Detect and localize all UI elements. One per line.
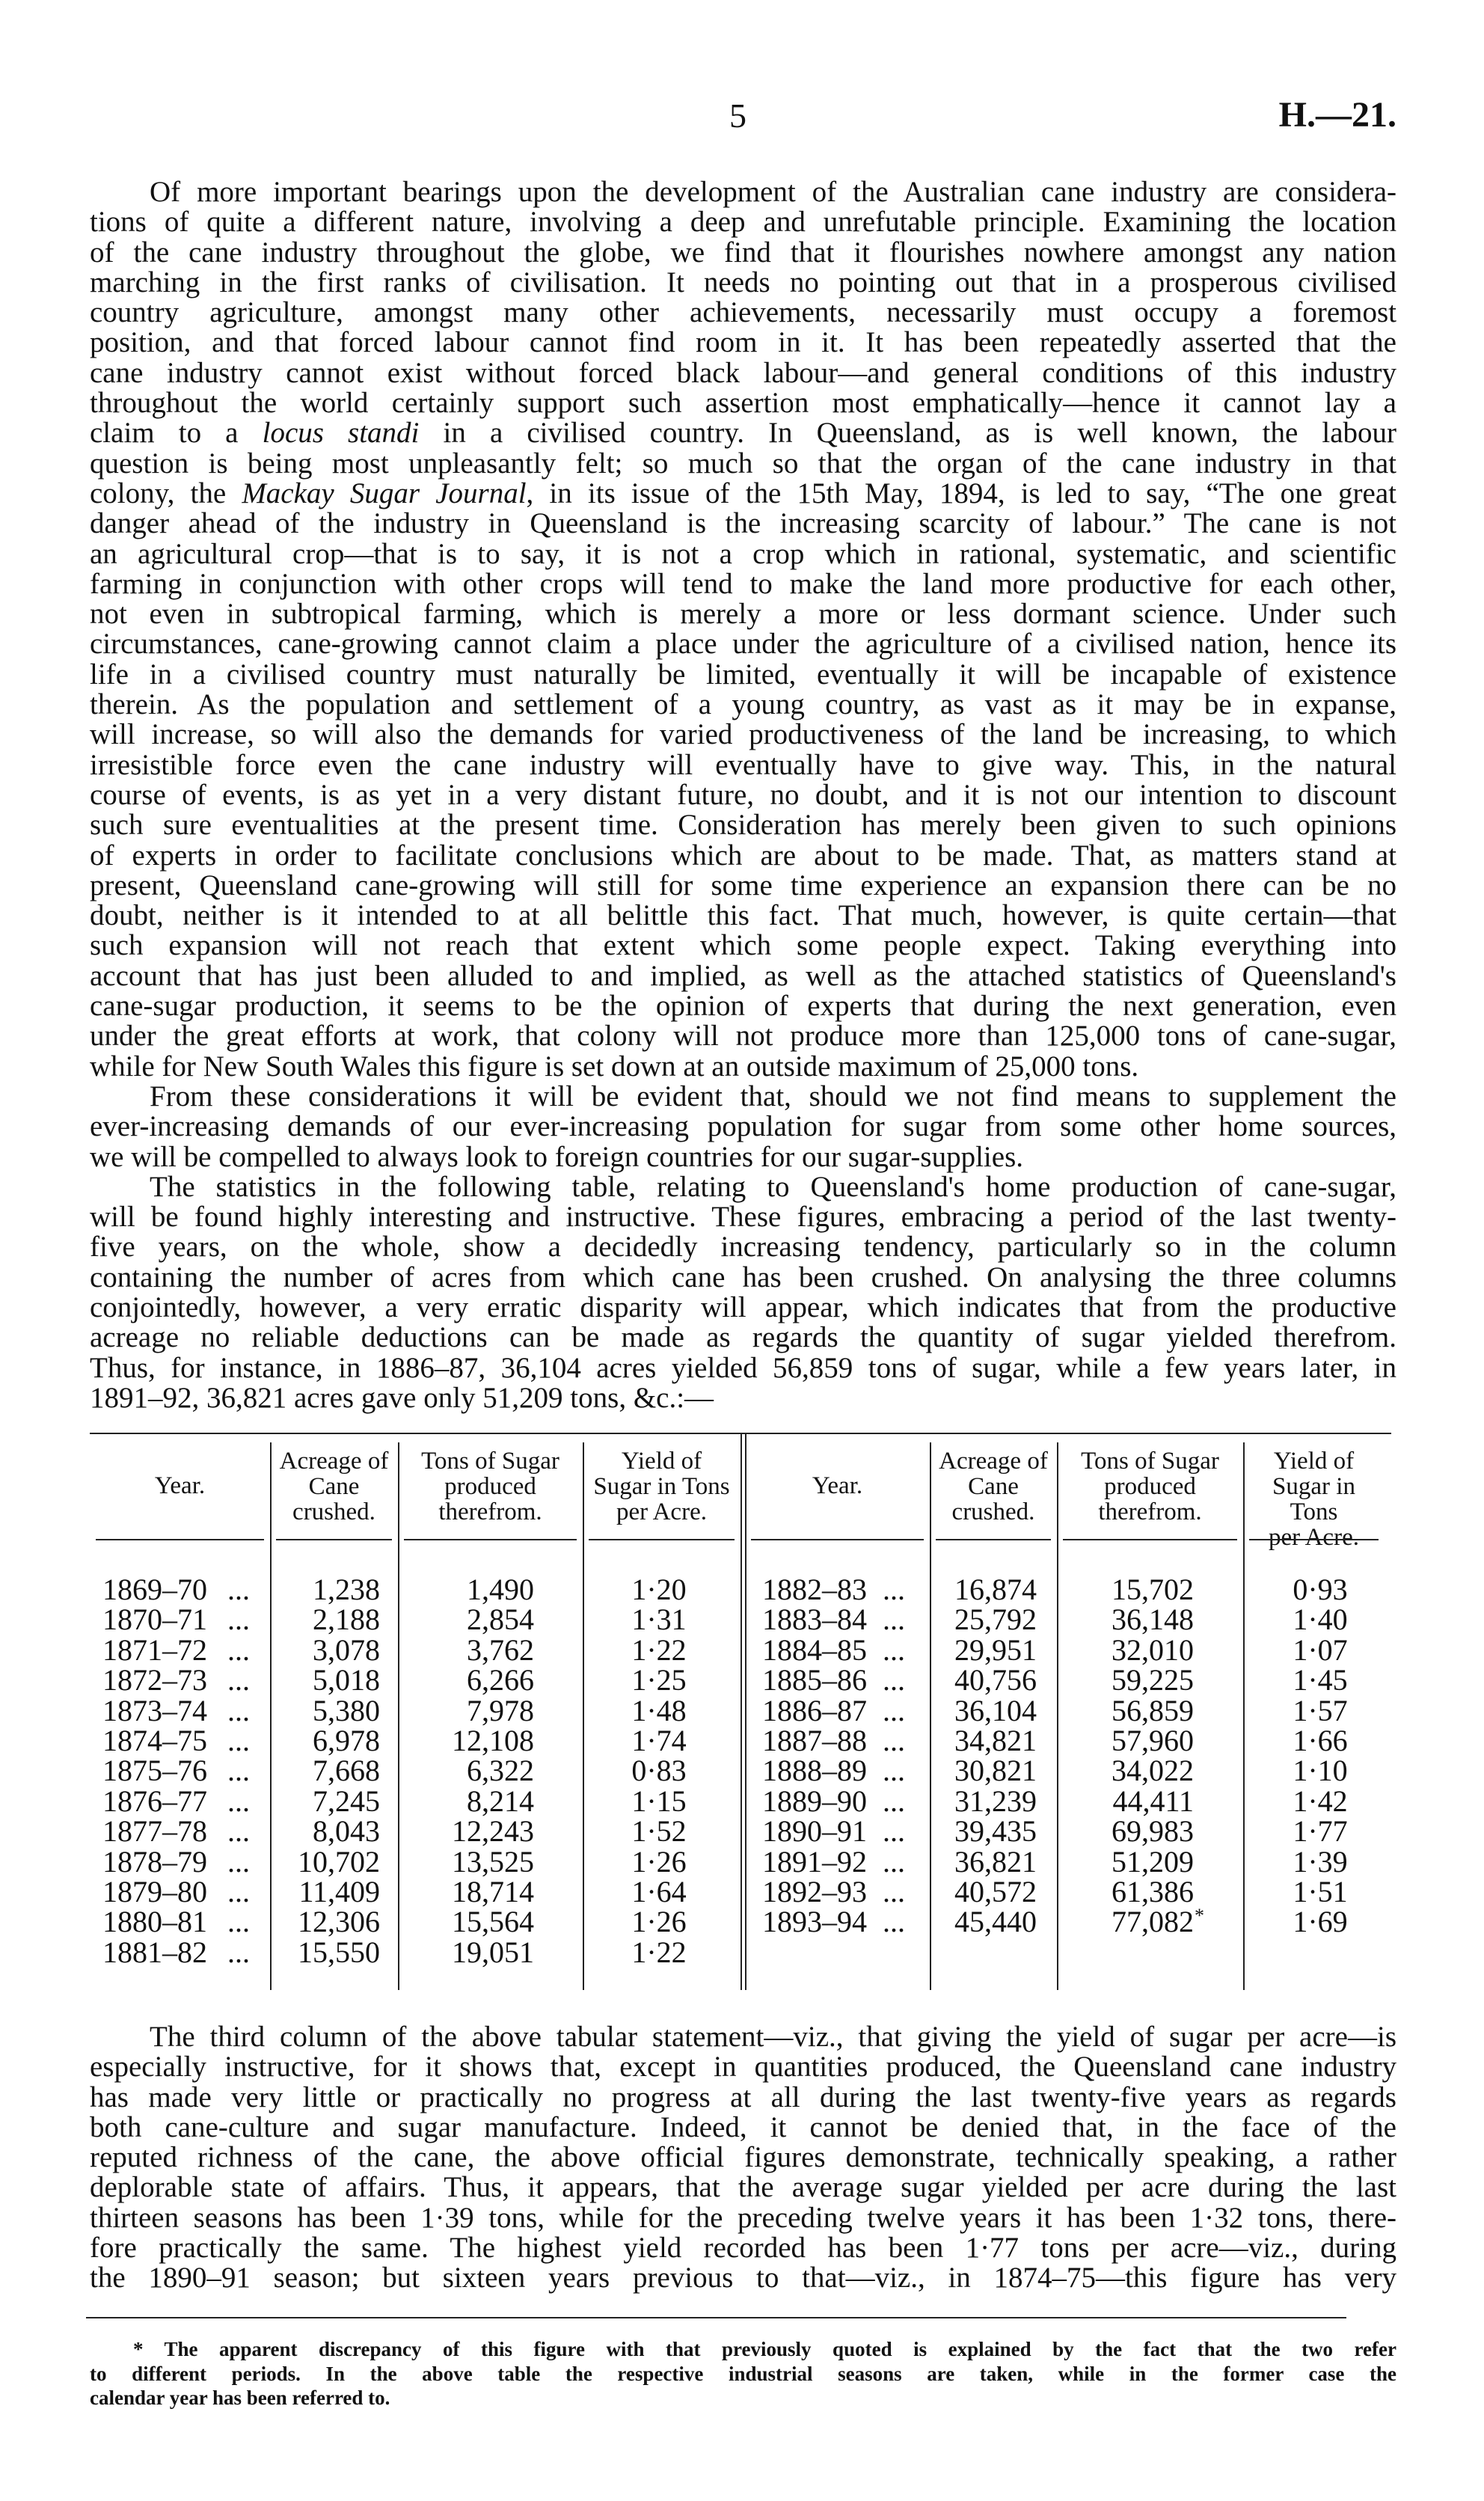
text-line: especially instructive, for it shows that, except in quantities produced, the Queensland cane industry <box>90 2051 1396 2084</box>
acreage-cell: 5,018 <box>313 1663 380 1698</box>
year-cell: 1870–71 <box>102 1602 207 1637</box>
tons-cell: 3,762 <box>467 1632 534 1667</box>
yield-cell: 1·74 <box>631 1724 687 1757</box>
text-segment: , in its issue of the 15th May, 1894, is led to say, “The one great <box>526 477 1396 509</box>
tons-cell: 36,148 <box>1112 1602 1194 1637</box>
text-line: 1891–92, 36,821 acres gave only 51,209 tons, &c.:— <box>90 1381 714 1414</box>
leader-dots: ... <box>227 1905 250 1939</box>
text-line: question is being most unpleasantly felt; so much so that the organ of the cane industry in that <box>90 447 1396 480</box>
acreage-cell: 34,821 <box>954 1724 1037 1757</box>
yield-cell: 1·15 <box>631 1784 687 1818</box>
yield-cell: 1·22 <box>631 1632 687 1667</box>
year-cell: 1869–70 <box>102 1573 207 1606</box>
tons-cell: 7,978 <box>467 1693 534 1727</box>
column-divider <box>1243 1442 1245 1990</box>
header-rule <box>936 1539 1051 1540</box>
tons-cell: 44,411 <box>1112 1784 1194 1818</box>
tons-cell: 8,214 <box>467 1784 534 1818</box>
acreage-cell: 8,043 <box>313 1814 380 1849</box>
text-line: an agricultural crop—that is to say, it is not a crop which in rational, systematic, and scientific <box>90 537 1396 570</box>
yield-cell: 1·26 <box>631 1905 687 1939</box>
tons-cell: 61,386 <box>1112 1875 1194 1908</box>
year-cell: 1885–86 <box>762 1663 867 1698</box>
text-line: The statistics in the following table, relating to Queensland's home production of cane-sugar, <box>150 1170 1396 1203</box>
text-line: under the great efforts at work, that colony will not produce more than 125,000 tons of cane-sugar, <box>90 1020 1396 1053</box>
acreage-cell: 31,239 <box>954 1784 1037 1818</box>
text-line: not even in subtropical farming, which is merely a more or less dormant science. Under such <box>90 598 1396 631</box>
text-line: will increase, so will also the demands for varied productiveness of the land be increasing, to which <box>90 718 1396 751</box>
acreage-cell: 15,550 <box>298 1935 380 1969</box>
year-cell: 1873–74 <box>102 1693 207 1727</box>
text-line: both cane-culture and sugar manufacture. Indeed, it cannot be denied that, in the face of the <box>90 2110 1396 2143</box>
text-line: irresistible force even the cane industry will eventually have to give way. This, in the natural <box>90 748 1396 781</box>
text-line: cane-sugar production, it seems to be the opinion of experts that during the next generation, even <box>90 990 1396 1023</box>
document-reference: H.—21. <box>1278 95 1396 135</box>
acreage-cell: 36,821 <box>954 1844 1037 1879</box>
year-cell: 1892–93 <box>762 1875 867 1908</box>
acreage-cell: 3,078 <box>313 1632 380 1667</box>
acreage-cell: 45,440 <box>954 1905 1037 1939</box>
text-segment: in a civilised country. In Queensland, as is well known, the labour <box>419 417 1396 450</box>
yield-cell: 1·45 <box>1293 1663 1348 1698</box>
leader-dots: ... <box>883 1602 905 1637</box>
acreage-cell: 39,435 <box>954 1814 1037 1849</box>
text-line: cane industry cannot exist without forced black labour—and general conditions of this industry <box>90 356 1396 389</box>
page-number: 5 <box>729 97 746 135</box>
year-cell: 1891–92 <box>762 1844 867 1879</box>
tons-cell: 15,702 <box>1112 1573 1194 1606</box>
text-line: doubt, neither is it intended to at all belittle this fact. That much, however, is quite certain—that <box>90 899 1396 932</box>
leader-dots: ... <box>227 1784 250 1818</box>
column-header: Year. <box>812 1472 863 1499</box>
year-cell: 1883–84 <box>762 1602 867 1637</box>
acreage-cell: 2,188 <box>313 1602 380 1637</box>
tons-cell: 12,108 <box>452 1724 534 1757</box>
text-line: of experts in order to facilitate conclusions which are about to be made. That, as matters stand at <box>90 839 1396 872</box>
text-line: such expansion will not reach that extent which some people expect. Taking everything into <box>90 929 1396 962</box>
text-line: the 1890–91 season; but sixteen years previous to that—viz., in 1874–75—this figure has very <box>90 2262 1396 2295</box>
text-line: From these considerations it will be evident that, should we not find means to supplement the <box>150 1080 1396 1112</box>
yield-cell: 0·93 <box>1293 1573 1348 1606</box>
tons-cell: 56,859 <box>1112 1693 1194 1727</box>
tons-cell: 59,225 <box>1112 1663 1194 1698</box>
column-header: Yield of Sugar in Tons per Acre. <box>593 1448 730 1525</box>
header-rule <box>751 1539 924 1540</box>
text-line: marching in the first ranks of civilisation. It needs no pointing out that in a prosperous civilised <box>90 266 1396 299</box>
tons-cell: 2,854 <box>467 1602 534 1637</box>
year-cell: 1886–87 <box>762 1693 867 1727</box>
tons-cell: 6,266 <box>467 1663 534 1698</box>
header-rule <box>1063 1539 1237 1540</box>
text-line: deplorable state of affairs. Thus, it appears, that the average sugar yielded per acre during the last <box>90 2171 1396 2204</box>
yield-cell: 1·52 <box>631 1814 687 1849</box>
text-segment: colony, the <box>90 477 242 509</box>
leader-dots: ... <box>227 1693 250 1727</box>
tons-cell: 19,051 <box>452 1935 534 1969</box>
acreage-cell: 5,380 <box>313 1693 380 1727</box>
tons-cell: 1,490 <box>467 1573 534 1606</box>
year-cell: 1871–72 <box>102 1632 207 1667</box>
yield-cell: 1·25 <box>631 1663 687 1698</box>
text-line: fore practically the same. The highest yield recorded has been 1·77 tons per acre—viz., during <box>90 2232 1396 2265</box>
acreage-cell: 12,306 <box>298 1905 380 1939</box>
year-cell: 1893–94 <box>762 1905 867 1939</box>
text-line: present, Queensland cane-growing will still for some time experience an expansion there can be no <box>90 869 1396 901</box>
year-cell: 1872–73 <box>102 1663 207 1698</box>
yield-cell: 1·07 <box>1293 1632 1348 1667</box>
year-cell: 1874–75 <box>102 1724 207 1757</box>
tons-cell: 77,082 <box>1112 1905 1194 1939</box>
yield-cell: 1·77 <box>1293 1814 1348 1849</box>
acreage-cell: 29,951 <box>954 1632 1037 1667</box>
leader-dots: ... <box>227 1935 250 1969</box>
body-text-top <box>90 177 1396 1413</box>
text-line: thirteen seasons has been 1·39 tons, while for the preceding twelve years it has been 1·32 tons, there- <box>90 2201 1396 2234</box>
text-line: The third column of the above tabular statement—viz., that giving the yield of sugar per acre—is <box>150 2021 1396 2053</box>
leader-dots: ... <box>883 1875 905 1908</box>
yield-cell: 1·10 <box>1293 1754 1348 1788</box>
text-line: tions of quite a different nature, involving a deep and unrefutable principle. Examining the location <box>90 206 1396 239</box>
text-segment: claim to a <box>90 417 263 450</box>
year-cell: 1877–78 <box>102 1814 207 1849</box>
text-line: we will be compelled to always look to foreign countries for our sugar-supplies. <box>90 1140 1023 1173</box>
yield-cell: 1·42 <box>1293 1784 1348 1818</box>
footnote-line: calendar year has been referred to. <box>90 2387 390 2409</box>
leader-dots: ... <box>227 1814 250 1849</box>
tons-cell: 13,525 <box>452 1844 534 1879</box>
header-rule <box>276 1539 392 1540</box>
acreage-cell: 6,978 <box>313 1724 380 1757</box>
yield-cell: 1·22 <box>631 1935 687 1969</box>
text-line: such sure eventualities at the present time. Consideration has merely been given to such opinions <box>90 809 1396 842</box>
leader-dots: ... <box>227 1875 250 1908</box>
text-line: of the cane industry throughout the globe, we find that it flourishes nowhere amongst any nation <box>90 236 1396 269</box>
center-double-rule <box>741 1434 742 1990</box>
footnote-marker: * <box>1195 1905 1204 1927</box>
year-cell: 1882–83 <box>762 1573 867 1606</box>
text-line: Thus, for instance, in 1886–87, 36,104 acres yielded 56,859 tons of sugar, while a few years later, in <box>90 1351 1396 1384</box>
body-text-bottom <box>90 2022 1396 2294</box>
acreage-cell: 1,238 <box>313 1573 380 1606</box>
yield-cell: 1·39 <box>1293 1844 1348 1879</box>
text-line: life in a civilised country must naturally be limited, eventually it will be incapable of existence <box>90 658 1396 691</box>
footnote-line: * The apparent discrepancy of this figure with that previously quoted is explained by the fact that the two refer <box>133 2338 1396 2360</box>
tons-cell: 32,010 <box>1112 1632 1194 1667</box>
text-line: Of more important bearings upon the development of the Australian cane industry are considera- <box>150 176 1396 208</box>
year-cell: 1879–80 <box>102 1875 207 1908</box>
text-line: while for New South Wales this figure is set down at an outside maximum of 25,000 tons. <box>90 1050 1139 1083</box>
text-line: five years, on the whole, show a decidedly increasing tendency, particularly so in the column <box>90 1231 1396 1264</box>
leader-dots: ... <box>883 1905 905 1939</box>
year-cell: 1889–90 <box>762 1784 867 1818</box>
leader-dots: ... <box>883 1784 905 1818</box>
year-cell: 1878–79 <box>102 1844 207 1879</box>
year-cell: 1884–85 <box>762 1632 867 1667</box>
leader-dots: ... <box>883 1632 905 1667</box>
leader-dots: ... <box>883 1754 905 1788</box>
text-line: circumstances, cane-growing cannot claim a place under the agriculture of a civilised nation, hence its <box>90 628 1396 661</box>
tons-cell: 69,983 <box>1112 1814 1194 1849</box>
yield-cell: 1·26 <box>631 1844 687 1879</box>
text-line: will be found highly interesting and instructive. These figures, embracing a period of the last twenty- <box>90 1201 1396 1234</box>
yield-cell: 1·64 <box>631 1875 687 1908</box>
tons-cell: 18,714 <box>452 1875 534 1908</box>
leader-dots: ... <box>227 1663 250 1698</box>
year-cell: 1880–81 <box>102 1905 207 1939</box>
leader-dots: ... <box>227 1573 250 1606</box>
leader-dots: ... <box>883 1724 905 1757</box>
acreage-cell: 7,245 <box>313 1784 380 1818</box>
acreage-cell: 25,792 <box>954 1602 1037 1637</box>
yield-cell: 1·69 <box>1293 1905 1348 1939</box>
leader-dots: ... <box>227 1602 250 1637</box>
header-rule <box>404 1539 577 1540</box>
acreage-cell: 11,409 <box>298 1875 380 1908</box>
leader-dots: ... <box>227 1632 250 1667</box>
text-line: throughout the world certainly support such assertion most emphatically—hence it cannot lay a <box>90 387 1396 420</box>
leader-dots: ... <box>883 1693 905 1727</box>
column-header: Tons of Sugar produced therefrom. <box>421 1448 559 1525</box>
text-line: therein. As the population and settlement of a young country, as vast as it may be in expanse, <box>90 688 1396 721</box>
text-line: containing the number of acres from which cane has been crushed. On analysing the three columns <box>90 1261 1396 1294</box>
column-header: Year. <box>154 1472 206 1499</box>
leader-dots: ... <box>227 1844 250 1879</box>
text-line: ever-increasing demands of our ever-increasing population for sugar from some other home sources, <box>90 1110 1396 1143</box>
text-line: position, and that forced labour cannot find room in it. It has been repeatedly asserted that the <box>90 326 1396 359</box>
year-cell: 1890–91 <box>762 1814 867 1849</box>
leader-dots: ... <box>227 1724 250 1757</box>
column-header: Acreage of Cane crushed. <box>939 1448 1048 1525</box>
tons-cell: 12,243 <box>452 1814 534 1849</box>
acreage-cell: 7,668 <box>313 1754 380 1788</box>
acreage-cell: 36,104 <box>954 1693 1037 1727</box>
leader-dots: ... <box>227 1754 250 1788</box>
yield-cell: 1·40 <box>1293 1602 1348 1637</box>
tons-cell: 34,022 <box>1112 1754 1194 1788</box>
text-line: course of events, is as yet in a very distant future, no doubt, and it is not our intention to discount <box>90 778 1396 811</box>
leader-dots: ... <box>883 1573 905 1606</box>
tons-cell: 57,960 <box>1112 1724 1194 1757</box>
acreage-cell: 10,702 <box>298 1844 380 1879</box>
center-double-rule <box>745 1434 746 1990</box>
text-line: danger ahead of the industry in Queensland is the increasing scarcity of labour.” The cane is not <box>90 507 1396 540</box>
yield-cell: 1·31 <box>631 1602 687 1637</box>
yield-cell: 1·57 <box>1293 1693 1348 1727</box>
text-line: reputed richness of the cane, the above official figures demonstrate, technically speaking, a rather <box>90 2141 1396 2174</box>
text-line: acreage no reliable deductions can be made as regards the quantity of sugar yielded therefrom. <box>90 1321 1396 1354</box>
column-header: Tons of Sugar produced therefrom. <box>1081 1448 1219 1525</box>
acreage-cell: 30,821 <box>954 1754 1037 1788</box>
header-rule <box>1249 1539 1379 1540</box>
year-cell: 1876–77 <box>102 1784 207 1818</box>
yield-cell: 1·20 <box>631 1573 687 1606</box>
column-header: Acreage of Cane crushed. <box>279 1448 389 1525</box>
text-line: has made very little or practically no progress at all during the last twenty-five years as regards <box>90 2081 1396 2113</box>
yield-cell: 0·83 <box>631 1754 687 1788</box>
year-cell: 1888–89 <box>762 1754 867 1788</box>
text-line: account that has just been alluded to and implied, as well as the attached statistics of Queensland's <box>90 959 1396 992</box>
leader-dots: ... <box>883 1663 905 1698</box>
footnote-line: to different periods. In the above table the respective industrial seasons are taken, while in the former case the <box>90 2362 1396 2385</box>
footnote <box>90 2337 1396 2410</box>
column-header: Yield of Sugar in Tons per Acre. <box>1269 1448 1359 1551</box>
yield-cell: 1·66 <box>1293 1724 1348 1757</box>
yield-cell: 1·51 <box>1293 1875 1348 1908</box>
italic-text: Mackay Sugar Journal <box>242 477 527 509</box>
tons-cell: 15,564 <box>452 1905 534 1939</box>
text-line: farming in conjunction with other crops will tend to make the land more productive for each other, <box>90 567 1396 600</box>
yield-cell: 1·48 <box>631 1693 687 1727</box>
header-rule <box>96 1539 264 1540</box>
year-cell: 1887–88 <box>762 1724 867 1757</box>
acreage-cell: 16,874 <box>954 1573 1037 1606</box>
text-line: country agriculture, amongst many other achievements, necessarily must occupy a foremost <box>90 296 1396 329</box>
text-line <box>90 479 1396 509</box>
text-line: conjointedly, however, a very erratic disparity will appear, which indicates that from the productive <box>90 1291 1396 1323</box>
acreage-cell: 40,572 <box>954 1875 1037 1908</box>
tons-cell: 6,322 <box>467 1754 534 1788</box>
italic-text: locus standi <box>262 417 420 450</box>
header-rule <box>589 1539 735 1540</box>
leader-dots: ... <box>883 1814 905 1849</box>
footnote-rule <box>86 2317 1346 2318</box>
acreage-cell: 40,756 <box>954 1663 1037 1698</box>
year-cell: 1875–76 <box>102 1754 207 1788</box>
text-line <box>90 418 1396 448</box>
tons-cell: 51,209 <box>1112 1844 1194 1879</box>
year-cell: 1881–82 <box>102 1935 207 1969</box>
leader-dots: ... <box>883 1844 905 1879</box>
